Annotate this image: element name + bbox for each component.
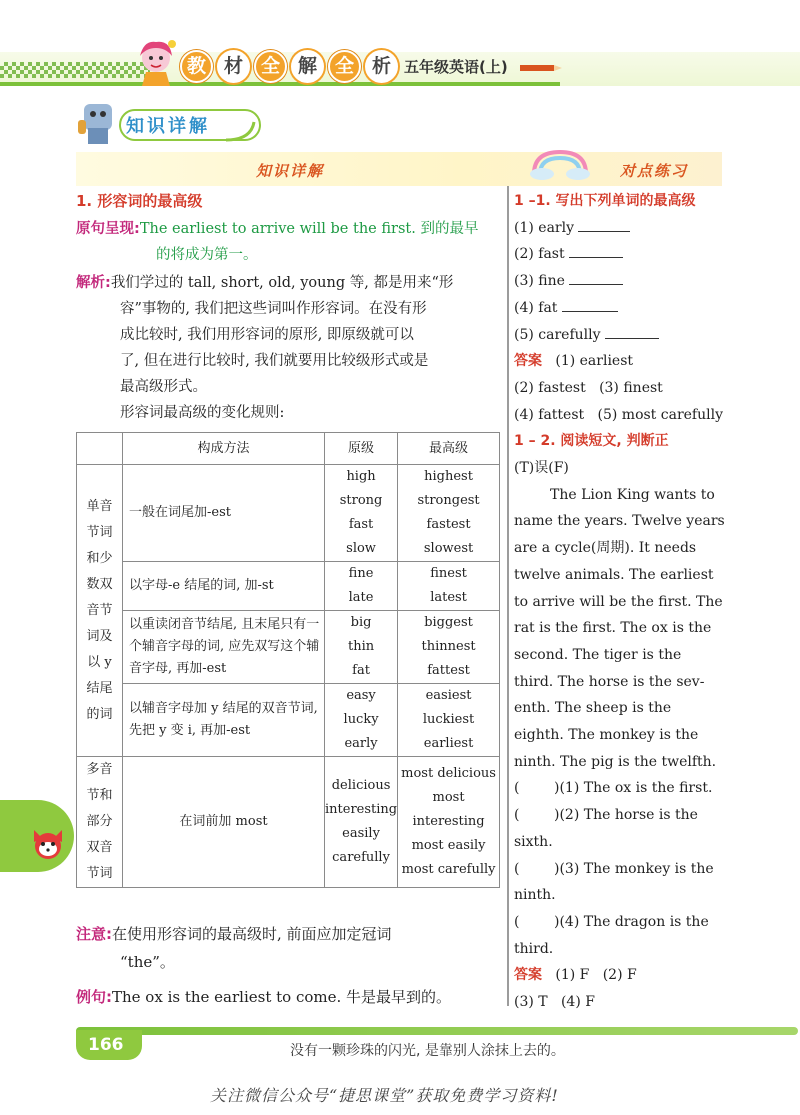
- q2-answer: [514, 962, 726, 989]
- base-word: lucky: [343, 712, 379, 727]
- superlative-word: most interesting: [412, 790, 485, 829]
- answer-line: (3) T (4) F: [514, 994, 595, 1011]
- method-cell: 以重读闭音节结尾, 且末尾只有一个辅音字母的词, 应先双写这个辅音字母, 再加-est: [123, 611, 325, 684]
- question-2-title-cont: (T)误(F): [514, 460, 569, 477]
- q1-item: [514, 268, 726, 295]
- category-line: 双音: [86, 840, 113, 855]
- answer-line: (1) F (2) F: [555, 967, 637, 984]
- analysis-line: 最高级形式。: [120, 379, 207, 395]
- answer-blank[interactable]: [578, 216, 630, 232]
- base-word: fat: [352, 663, 370, 678]
- passage-line: to arrive will be the first. The: [514, 593, 723, 610]
- series-char: 全: [254, 50, 287, 83]
- table-header-cell: 原级: [325, 433, 398, 465]
- category-line: 数双: [86, 576, 113, 592]
- page-number: 166: [88, 1035, 124, 1055]
- superlative-cell: [398, 611, 500, 684]
- answer-blank[interactable]: [605, 323, 659, 339]
- example-label: 例句:: [76, 988, 112, 1006]
- superlative-word: most carefully: [401, 862, 496, 877]
- base-cell: [325, 562, 398, 611]
- answer-label: 答案: [514, 353, 542, 370]
- base-word: fast: [348, 517, 374, 532]
- category-line: 节词: [86, 866, 113, 881]
- passage-line: are a cycle(周期). It needs: [514, 540, 697, 557]
- base-cell: [325, 757, 398, 888]
- superlative-word: easiest: [425, 688, 472, 703]
- method-cell: 以辅音字母加 y 结尾的双音节词, 先把 y 变 i, 再加-est: [123, 684, 325, 757]
- table-header-cell: 构成方法: [123, 433, 325, 465]
- superlative-word: earliest: [423, 736, 474, 751]
- base-word: carefully: [332, 850, 390, 865]
- passage-line: third. The horse is the sev-: [514, 673, 705, 690]
- category-polysyllabic: [77, 757, 123, 888]
- rainbow-cloud-icon: [528, 148, 592, 180]
- footer-rule: [76, 1027, 798, 1035]
- superlative-word: latest: [430, 590, 467, 605]
- superlative-word: fattest: [427, 663, 470, 678]
- note-text-cont: “the”。: [120, 953, 175, 971]
- series-char: 全: [328, 50, 361, 83]
- category-line: 单音: [86, 498, 113, 514]
- analysis-line: 了, 但在进行比较时, 我们就要用比较级形式或是: [120, 353, 429, 369]
- table-row: [77, 562, 500, 611]
- column-divider: [507, 186, 509, 1006]
- series-char: 解: [291, 50, 324, 83]
- base-cell: [325, 465, 398, 562]
- series-char: 教: [180, 50, 213, 83]
- q1-item: [514, 241, 726, 268]
- category-monosyllabic: [77, 465, 123, 757]
- analysis-label: 解析:: [76, 275, 111, 291]
- superlative-cell: [398, 465, 500, 562]
- table-header-cell: 最高级: [398, 433, 500, 465]
- passage-line: second. The tiger is the: [514, 646, 682, 663]
- passage-line: name the years. Twelve years: [514, 513, 725, 530]
- mascot-girl-icon: [132, 36, 180, 86]
- q1-item-label: (4) fat: [514, 299, 558, 316]
- q1-item-label: (2) fast: [514, 246, 565, 263]
- category-line: 的词: [86, 706, 113, 722]
- original-label: 原句呈现:: [76, 221, 140, 237]
- section-title: 1. 形容词的最高级: [76, 192, 203, 210]
- passage-line: eighth. The monkey is the: [514, 727, 699, 744]
- q1-item: [514, 295, 726, 322]
- grade-subject-label: 五年级英语(上): [404, 58, 508, 76]
- method-cell: 一般在词尾加-est: [123, 465, 325, 562]
- superlative-word: finest: [430, 566, 467, 581]
- practice-column: [514, 188, 726, 1016]
- q1-item: [514, 215, 726, 242]
- base-word: strong: [339, 493, 383, 508]
- base-cell: [325, 684, 398, 757]
- passage-line: enth. The sheep is the: [514, 700, 672, 717]
- superlative-word: most delicious: [401, 766, 496, 781]
- superlative-word: strongest: [417, 493, 480, 508]
- base-word: easily: [342, 826, 380, 841]
- superlative-word: biggest: [424, 615, 473, 630]
- tf-answer-slot[interactable]: (: [514, 860, 520, 877]
- base-word: big: [350, 615, 372, 630]
- superlative-rules-table: [76, 432, 500, 888]
- tf-item: [514, 909, 726, 936]
- superlative-cell: [398, 562, 500, 611]
- category-line: 词及: [86, 628, 113, 644]
- original-text-cont: 的将成为第一。: [156, 247, 258, 263]
- note: [76, 920, 500, 976]
- series-char: 析: [365, 50, 398, 83]
- tf-statement: )(2) The horse is the: [554, 807, 698, 824]
- passage-line: ninth. The pig is the twelfth.: [514, 753, 717, 770]
- tf-item: [514, 775, 726, 802]
- superlative-word: luckiest: [422, 712, 475, 727]
- original-sentence: [76, 216, 500, 268]
- table-row: [77, 757, 500, 888]
- tf-answer-slot[interactable]: (: [514, 780, 520, 797]
- knowledge-explanation: [76, 188, 500, 426]
- page-header: [0, 0, 800, 100]
- base-word: late: [348, 590, 374, 605]
- category-line: 和少: [86, 550, 113, 566]
- q1-item-label: (1) early: [514, 219, 574, 236]
- base-word: high: [346, 469, 376, 484]
- analysis-line: 成比较时, 我们用形容词的原形, 即原级就可以: [120, 327, 414, 343]
- category-line: 部分: [86, 814, 113, 829]
- section-badge-label: 知识详解: [126, 116, 210, 137]
- tf-item: [514, 856, 726, 883]
- tf-answer-slot[interactable]: (: [514, 807, 520, 824]
- tf-statement: )(4) The dragon is the: [554, 913, 709, 930]
- tf-statement: )(1) The ox is the first.: [554, 780, 713, 797]
- superlative-word: slowest: [423, 541, 474, 556]
- category-line: 音节: [86, 602, 113, 618]
- rules-intro: 形容词最高级的变化规则:: [120, 405, 285, 421]
- base-word: delicious: [331, 778, 391, 793]
- category-line: 多音: [86, 762, 113, 777]
- tf-item: [514, 802, 726, 829]
- tf-answer-slot[interactable]: (: [514, 913, 520, 930]
- footer-motto: 没有一颗珍珠的闪光, 是靠别人涂抹上去的。: [290, 1043, 565, 1059]
- superlative-cell: [398, 684, 500, 757]
- answer-line: (4) fattest (5) most carefully: [514, 406, 723, 423]
- base-word: interesting: [325, 802, 398, 817]
- superlative-word: highest: [424, 469, 473, 484]
- answer-label: 答案: [514, 967, 542, 984]
- base-word: slow: [346, 541, 376, 556]
- method-cell: 以字母-e 结尾的词, 加-st: [123, 562, 325, 611]
- superlative-word: fastest: [426, 517, 471, 532]
- note-text: 在使用形容词的最高级时, 前面应加定冠词: [112, 925, 392, 943]
- example: [76, 984, 500, 1010]
- q1-item-label: (3) fine: [514, 273, 565, 290]
- passage-line: twelve animals. The earliest: [514, 566, 714, 583]
- table-row: [77, 611, 500, 684]
- base-word: thin: [347, 639, 375, 654]
- analysis-line: 我们学过的 tall, short, old, young 等, 都是用来“形: [110, 275, 454, 291]
- table-header-row: [77, 433, 500, 465]
- pencil-icon: [520, 64, 562, 72]
- method-cell: 在词前加 most: [123, 757, 325, 888]
- superlative-cell: [398, 757, 500, 888]
- cat-mascot-icon: [30, 826, 66, 860]
- example-text: The ox is the earliest to come. 牛是最早到的。: [112, 988, 452, 1006]
- table-header-cell: [77, 433, 123, 465]
- category-line: 结尾: [86, 680, 113, 696]
- answer-blank[interactable]: [569, 269, 623, 285]
- q1-answer: [514, 348, 726, 375]
- passage-line: rat is the first. The ox is the: [514, 620, 712, 637]
- header-checker-pattern: [0, 62, 150, 78]
- tf-statement-cont: sixth.: [514, 833, 553, 850]
- base-word: fine: [348, 566, 374, 581]
- analysis-line: 容”事物的, 我们把这些词叫作形容词。在没有形: [120, 301, 427, 317]
- answer-line: (1) earliest: [555, 353, 634, 370]
- column-header-left: 知识详解: [256, 162, 325, 180]
- superlative-word: thinnest: [421, 639, 476, 654]
- answer-blank[interactable]: [562, 296, 618, 312]
- original-text: The earliest to arrive will be the first. 到的最早: [139, 221, 479, 237]
- column-header-right: 对点练习: [620, 162, 689, 180]
- table-row: [77, 684, 500, 757]
- series-title: [180, 50, 398, 83]
- q1-item: [514, 322, 726, 349]
- handwritten-note: 关注微信公众号“捷思课堂”获取免费学习资料!: [210, 1086, 559, 1105]
- note-label: 注意:: [76, 925, 112, 943]
- base-word: easy: [346, 688, 376, 703]
- superlative-word: most easily: [411, 838, 486, 853]
- tf-statement-cont: third.: [514, 940, 554, 957]
- base-word: early: [344, 736, 378, 751]
- tf-statement: )(3) The monkey is the: [554, 860, 714, 877]
- category-line: 节和: [86, 788, 113, 803]
- question-1-title: 1 –1. 写出下列单词的最高级: [514, 193, 696, 209]
- q1-item-label: (5) carefully: [514, 326, 601, 343]
- category-line: 节词: [86, 524, 113, 540]
- analysis: [76, 270, 500, 426]
- series-char: 材: [217, 50, 250, 83]
- tf-statement-cont: ninth.: [514, 887, 556, 904]
- answer-blank[interactable]: [569, 242, 623, 258]
- category-line: 以 y: [87, 654, 112, 670]
- base-cell: [325, 611, 398, 684]
- table-row: [77, 465, 500, 562]
- passage-line: The Lion King wants to: [550, 486, 715, 503]
- question-2-title: 1 – 2. 阅读短文, 判断正: [514, 433, 669, 450]
- answer-line: (2) fastest (3) finest: [514, 379, 663, 396]
